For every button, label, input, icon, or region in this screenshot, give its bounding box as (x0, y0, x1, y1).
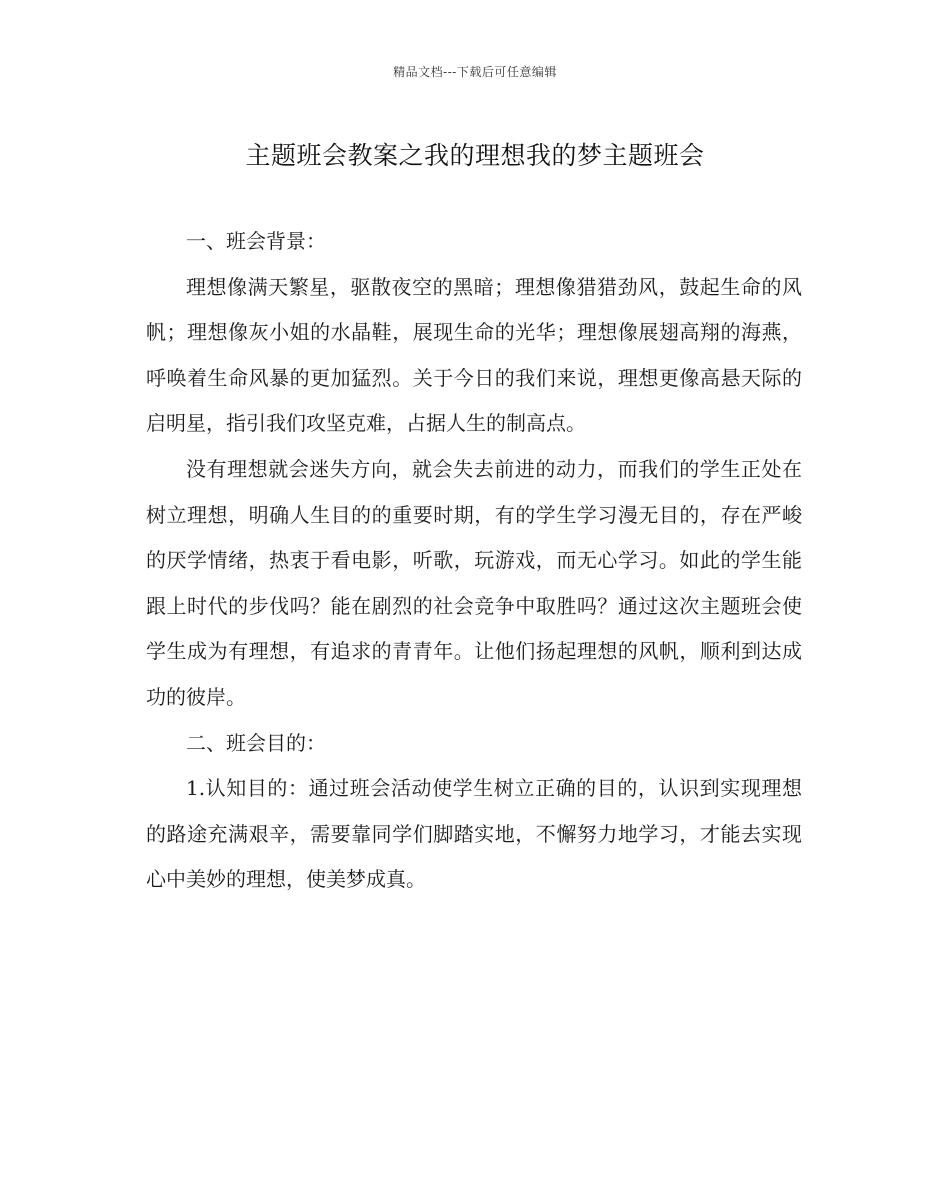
section-heading-goal: 二、班会目的： (186, 730, 326, 755)
paragraph-background-1: 理想像满天繁星，驱散夜空的黑暗；理想像猎猎劲风，鼓起生命的风帆；理想像灰小姐的水晶鞋，展现生命的光华；理想像展翅高翔的海燕，呼唤着生命风暴的更加猛烈。关于今日的我们来说，理想更像高悬天际的启明星，指引我们攻坚克难，占据人生的制高点。 (146, 274, 802, 436)
paragraph-background-2: 没有理想就会迷失方向，就会失去前进的动力，而我们的学生正处在树立理想，明确人生目的的重要时期，有的学生学习漫无目的，存在严峻的厌学情绪，热衷于看电影，听歌，玩游戏，而无心学习。如此的学生能跟上时代的步伐吗？能在剧烈的社会竞争中取胜吗？通过这次主题班会使学生成为有理想，有追求的青青年。让他们扬起理想的风帆，顺利到达成功的彼岸。 (146, 456, 802, 709)
header-note: 精品文档---下载后可任意编辑 (393, 65, 557, 79)
section-heading-background: 一、班会背景： (186, 229, 326, 253)
paragraph-goal-1: 1.认知目的：通过班会活动使学生树立正确的目的，认识到实现理想的路途充满艰辛，需要靠同学们脚踏实地，不懈努力地学习，才能去实现心中美妙的理想，使美梦成真。 (146, 776, 802, 892)
document-title: 主题班会教案之我的理想我的梦主题班会 (245, 141, 705, 170)
document-body (146, 219, 802, 903)
